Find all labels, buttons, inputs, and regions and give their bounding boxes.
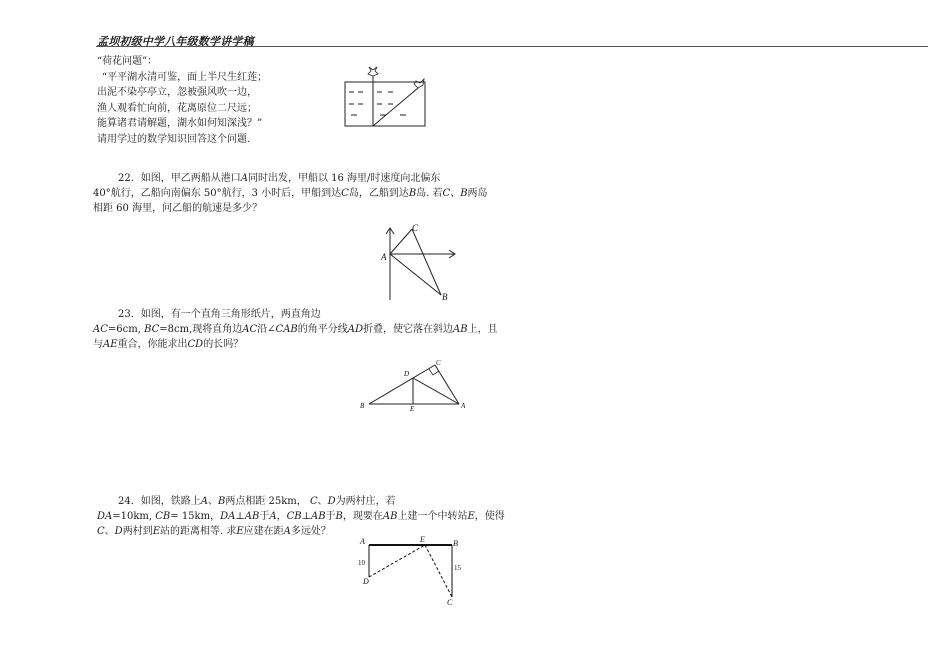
q22-label-b: B [442,292,448,302]
q22-label-c: C [412,223,419,233]
q24-text: 、 [207,496,218,507]
q24-seg: AB [310,511,326,522]
q24-text: 站的距离相等. 求 [160,526,237,537]
q24-text: 两点相距 25km， [225,496,307,507]
q23-seg: CD [187,339,204,350]
lotus-title: “荷花问题”： [97,56,158,67]
q24-text: 多远处？ [290,526,331,537]
q24-seg: DA [97,511,113,522]
q24-line-3 [97,524,331,539]
q23-seg: AC [242,324,258,335]
q24-label-b: B [453,539,458,548]
q22-point-b: B [408,188,417,199]
q24-length-da: 10 [358,559,365,567]
page-header-title: 孟坝初级中学八年级数学讲学稿 [97,35,254,48]
q24-length-cb: 15 [454,564,461,572]
q23-text: 现将直角边 [192,324,243,335]
q24-text: ，使得 [474,511,505,522]
lotus-line-5: 请用学过的数学知识回答这个问题. [97,133,251,145]
q24-text: ⊥ [235,511,245,522]
q22-text: 两岛 [467,188,488,199]
q23-line-2 [93,322,498,337]
q24-text: 两村到 [122,526,153,537]
q24-seg: CB [286,511,302,522]
q24-label-d: D [363,577,369,586]
q24-text: 24．如图，铁路上 [118,496,201,507]
q24-seg: CB [155,511,171,522]
q24-text: 于 [325,511,336,522]
q23-text: 折叠，使它落在斜边 [363,324,454,335]
q23-text: 的长吗？ [203,339,244,350]
q24-point: C [97,526,105,537]
q22-text: 岛，乙船到达 [348,188,409,199]
q23-text: 沿∠ [257,324,276,335]
q24-point: D [327,496,336,507]
lotus-figure [340,64,432,132]
q22-text: 同时出发，甲船以 16 海里/时速度向北偏东 [247,173,441,184]
q23-line-3 [93,337,243,352]
q23-text: 23．如图，有一个直角三角形纸片，两直角边 [118,309,321,320]
q24-point: D [114,526,123,537]
q23-text: 与 [93,339,103,350]
q23-label-e: E [410,405,415,413]
q24-text: 、 [104,526,115,537]
q23-label-d: D [404,370,410,378]
q22-line-3 [93,201,262,216]
q24-point: E [152,526,160,537]
q23-text: =6cm, [107,324,141,335]
q24-point: C [309,496,318,507]
q24-figure [352,533,467,611]
q22-point-c: C [341,188,349,199]
q22-line-2 [93,186,488,201]
q22-text: 22．如图，甲乙两船从港口 [118,173,241,184]
q24-seg: DA [220,511,236,522]
q24-line-1 [118,494,396,509]
q24-label-c: C [447,598,453,607]
q22-text: 岛. 若 [416,188,443,199]
q24-text: ，现要在 [342,511,383,522]
q24-seg: AB [382,511,398,522]
q24-point: B [217,496,226,507]
q24-point: A [269,511,277,522]
q24-text: =10km, [112,511,153,522]
q22-label-a: A [381,252,387,262]
q24-line-2 [97,509,505,524]
q23-figure [355,356,475,414]
q23-text: 的角平分线 [297,324,348,335]
q24-point: A [283,526,291,537]
lotus-problem [97,54,267,147]
lotus-line-1: “平平湖水清可鉴，面上半尺生红莲； [102,71,268,83]
lotus-line-2: 出泥不染亭亭立，忽被强风吹一边， [97,87,257,98]
header-rule [96,46,928,47]
q23-label-a: A [461,402,466,410]
q24-point: A [200,496,208,507]
q24-seg: AB [244,511,260,522]
lotus-line-3: 渔人观看忙向前，花离原位二尺远； [97,102,257,114]
lotus-line-4: 能算诸君请解题，湖水如何知深浅？” [97,118,263,129]
q22-points-cb: C、B [442,188,468,199]
q24-point: E [467,511,475,522]
q24-label-a: A [360,537,365,546]
q23-seg: AB [453,324,468,335]
q23-seg: AC [93,324,108,335]
q23-seg: AD [347,324,364,335]
q24-text: 为两村庄，若 [335,496,396,507]
q23-label-c: C [436,359,441,367]
q24-text: 、 [317,496,328,507]
q24-point: B [335,511,343,522]
q24-text: ⊥ [301,511,311,522]
q24-text: 于 [259,511,270,522]
q24-text: = 15km， [170,511,221,522]
q23-label-b: B [360,402,365,410]
q22-line-1 [118,171,440,186]
q24-point: E [236,526,244,537]
q23-seg: CAB [275,324,298,335]
q22-text: 40°航行，乙船向南偏东 50°航行，3 小时后，甲船到达 [93,188,342,199]
q23-seg: AE [103,339,118,350]
q23-line-1 [118,307,321,322]
q24-text: ， [276,511,287,522]
q23-seg: BC [144,324,160,335]
q23-text: =8cm, [159,324,193,335]
q24-text: 应建在距 [243,526,284,537]
q22-point-a: A [240,173,248,184]
q23-text: 上，且 [467,324,498,335]
q22-figure [375,220,465,304]
q24-label-e: E [420,535,425,544]
q24-text: 上建一个中转站 [397,511,468,522]
q22-text: 相距 60 海里，问乙船的航速是多少？ [93,203,263,214]
q23-text: 重合，你能求出 [117,339,188,350]
